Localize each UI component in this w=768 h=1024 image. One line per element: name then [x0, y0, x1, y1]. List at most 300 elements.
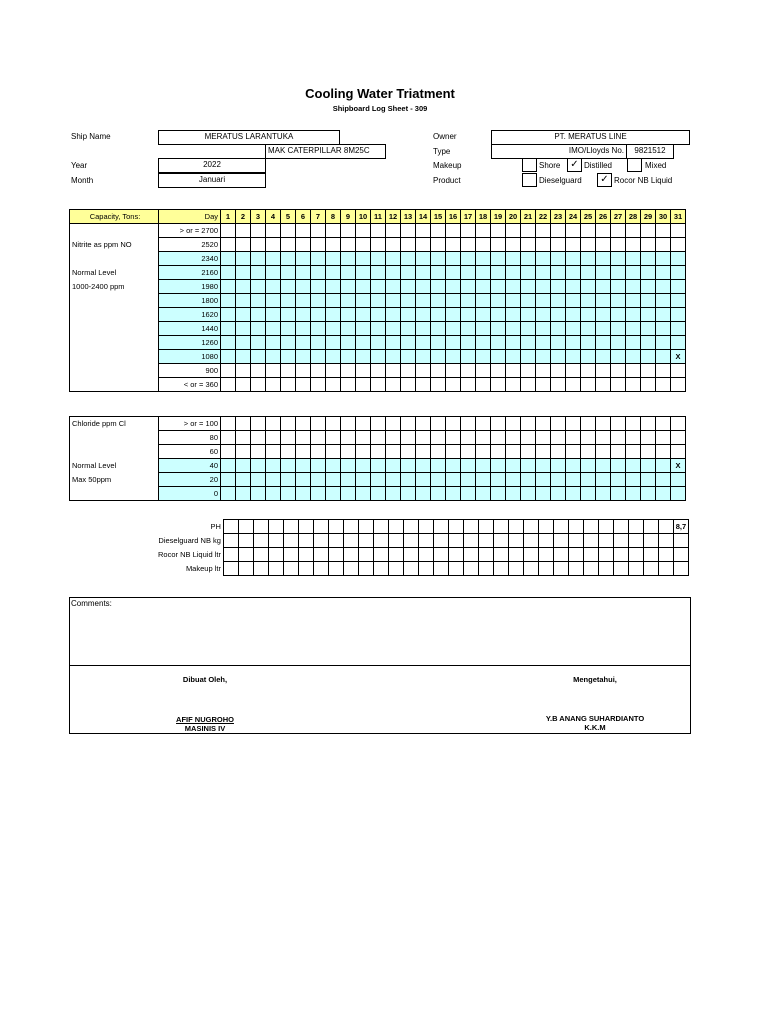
day-cell [401, 459, 416, 473]
day-cell [493, 534, 508, 548]
day-cell [221, 431, 236, 445]
day-cell [236, 224, 251, 238]
day-cell [326, 350, 341, 364]
day-cell [236, 378, 251, 392]
day-cell [446, 445, 461, 459]
day-cell [551, 378, 566, 392]
day-cell [431, 364, 446, 378]
day-cell [611, 224, 626, 238]
day-cell [371, 417, 386, 431]
day-cell [311, 473, 326, 487]
day-cell [311, 266, 326, 280]
day-cell [626, 431, 641, 445]
day-cell [611, 417, 626, 431]
made-by-label: Dibuat Oleh, [182, 675, 228, 684]
day-cell [568, 548, 583, 562]
day-cell [296, 294, 311, 308]
day-cell [251, 350, 266, 364]
day-cell [386, 238, 401, 252]
day-cell [598, 562, 613, 576]
day-cell [461, 252, 476, 266]
day-cell [658, 548, 673, 562]
day-cell [476, 473, 491, 487]
day-cell [596, 308, 611, 322]
day-cell [298, 548, 313, 562]
day-cell [358, 534, 373, 548]
day-cell [448, 534, 463, 548]
day-cell [461, 473, 476, 487]
day-cell [403, 548, 418, 562]
day-cell [236, 487, 251, 501]
document-subtitle: Shipboard Log Sheet - 309 [332, 104, 428, 113]
day-cell [476, 487, 491, 501]
day-cell [281, 487, 296, 501]
day-cell [356, 487, 371, 501]
day-header-23: 23 [551, 210, 566, 224]
day-cell [251, 252, 266, 266]
day-cell [251, 322, 266, 336]
day-cell [386, 473, 401, 487]
day-cell [641, 417, 656, 431]
day-cell [476, 336, 491, 350]
day-cell [461, 445, 476, 459]
chloride-table [69, 416, 686, 501]
day-cell [356, 266, 371, 280]
day-cell [536, 473, 551, 487]
day-cell [551, 266, 566, 280]
day-cell [521, 280, 536, 294]
day-cell [433, 562, 448, 576]
day-cell [461, 238, 476, 252]
day-cell [251, 238, 266, 252]
day-cell [268, 534, 283, 548]
day-cell [446, 294, 461, 308]
day-header-2: 2 [236, 210, 251, 224]
type-label: Type [433, 147, 451, 156]
day-cell [418, 520, 433, 534]
day-cell [341, 224, 356, 238]
day-cell [266, 487, 281, 501]
day-cell [373, 534, 388, 548]
day-cell [536, 308, 551, 322]
day-cell [356, 224, 371, 238]
day-cell [566, 459, 581, 473]
day-cell [628, 534, 643, 548]
day-header-15: 15 [431, 210, 446, 224]
day-cell [386, 266, 401, 280]
day-cell [253, 562, 268, 576]
day-cell [536, 266, 551, 280]
day-cell [596, 252, 611, 266]
day-cell [536, 445, 551, 459]
day-cell [461, 364, 476, 378]
day-cell [581, 459, 596, 473]
day-cell [671, 308, 686, 322]
day-cell [611, 473, 626, 487]
day-cell [221, 364, 236, 378]
day-cell [371, 364, 386, 378]
row-label [70, 294, 159, 308]
day-cell [221, 487, 236, 501]
day-cell [341, 431, 356, 445]
day-cell [656, 266, 671, 280]
day-cell [463, 520, 478, 534]
day-cell [388, 534, 403, 548]
day-cell [403, 520, 418, 534]
day-cell [358, 520, 373, 534]
day-cell [371, 252, 386, 266]
day-cell [356, 417, 371, 431]
day-cell [641, 308, 656, 322]
day-cell [431, 350, 446, 364]
table-row [69, 520, 688, 534]
day-cell [641, 473, 656, 487]
day-cell [371, 238, 386, 252]
day-cell [356, 445, 371, 459]
day-cell [581, 238, 596, 252]
day-cell [553, 548, 568, 562]
day-cell [551, 364, 566, 378]
row-value: PH [158, 520, 223, 534]
day-cell [656, 473, 671, 487]
day-cell [446, 487, 461, 501]
day-header-19: 19 [491, 210, 506, 224]
day-cell [506, 445, 521, 459]
day-cell [581, 266, 596, 280]
day-cell [221, 308, 236, 322]
day-cell [508, 520, 523, 534]
day-cell [521, 431, 536, 445]
day-cell [341, 378, 356, 392]
approved-name: Y.B ANANG SUHARDIANTO [545, 714, 645, 723]
day-cell [491, 224, 506, 238]
day-cell [373, 562, 388, 576]
day-cell [643, 520, 658, 534]
day-cell [416, 336, 431, 350]
day-cell [448, 520, 463, 534]
day-cell [313, 534, 328, 548]
day-cell [311, 364, 326, 378]
day-cell [328, 548, 343, 562]
day-cell [581, 350, 596, 364]
day-cell [566, 336, 581, 350]
day-cell [551, 322, 566, 336]
row-label [69, 562, 158, 576]
row-value: > or = 2700 [159, 224, 221, 238]
day-cell [251, 445, 266, 459]
day-cell [281, 280, 296, 294]
day-cell [341, 280, 356, 294]
day-cell [371, 322, 386, 336]
day-cell [581, 336, 596, 350]
day-cell [508, 562, 523, 576]
day-cell [551, 417, 566, 431]
day-cell [341, 364, 356, 378]
day-cell [508, 534, 523, 548]
day-cell-mark: 8,7 [673, 520, 688, 534]
day-cell [521, 378, 536, 392]
day-cell [341, 322, 356, 336]
dosing-table [69, 519, 689, 576]
day-cell-mark: X [671, 459, 686, 473]
day-header-6: 6 [296, 210, 311, 224]
day-cell [461, 322, 476, 336]
table-row [70, 294, 686, 308]
day-cell [566, 322, 581, 336]
day-cell [626, 224, 641, 238]
ship-name-field: MERATUS LARANTUKA [158, 130, 340, 145]
day-cell [478, 534, 493, 548]
day-cell [551, 487, 566, 501]
row-value: 1800 [159, 294, 221, 308]
day-cell [236, 322, 251, 336]
day-cell [521, 364, 536, 378]
day-cell [281, 266, 296, 280]
day-cell [656, 459, 671, 473]
day-cell [296, 364, 311, 378]
day-cell [281, 238, 296, 252]
day-cell [416, 431, 431, 445]
day-cell [536, 487, 551, 501]
day-cell [476, 294, 491, 308]
engine-field: MAK CATERPILLAR 8M25C [265, 144, 386, 159]
day-cell [656, 308, 671, 322]
day-header-17: 17 [461, 210, 476, 224]
day-cell [401, 336, 416, 350]
day-cell [388, 520, 403, 534]
day-cell [236, 350, 251, 364]
day-cell [536, 224, 551, 238]
day-cell [476, 322, 491, 336]
day-cell [583, 548, 598, 562]
day-cell [478, 548, 493, 562]
day-cell [596, 294, 611, 308]
day-cell [506, 322, 521, 336]
day-cell [656, 350, 671, 364]
comments-label: Comments: [71, 599, 112, 608]
day-cell [416, 308, 431, 322]
day-header-24: 24 [566, 210, 581, 224]
row-value: Makeup ltr [158, 562, 223, 576]
day-cell [596, 350, 611, 364]
day-cell [536, 252, 551, 266]
day-cell [446, 224, 461, 238]
day-header-27: 27 [611, 210, 626, 224]
day-cell [236, 431, 251, 445]
day-cell [371, 350, 386, 364]
day-cell [641, 431, 656, 445]
day-cell [553, 562, 568, 576]
day-cell [536, 350, 551, 364]
day-cell [643, 534, 658, 548]
day-cell [553, 534, 568, 548]
day-cell [551, 336, 566, 350]
day-cell [373, 548, 388, 562]
day-cell [356, 473, 371, 487]
day-cell [596, 417, 611, 431]
day-cell [266, 322, 281, 336]
day-cell [671, 280, 686, 294]
approved-label: Mengetahui, [573, 675, 617, 684]
day-cell [626, 364, 641, 378]
day-cell [446, 336, 461, 350]
day-cell [388, 548, 403, 562]
day-cell [446, 322, 461, 336]
day-cell [221, 473, 236, 487]
table-row [70, 336, 686, 350]
day-cell [641, 294, 656, 308]
day-cell [431, 378, 446, 392]
day-cell [446, 280, 461, 294]
day-cell [566, 473, 581, 487]
row-label [70, 350, 159, 364]
day-cell [313, 520, 328, 534]
day-cell [611, 322, 626, 336]
day-cell [671, 487, 686, 501]
day-cell [596, 378, 611, 392]
mixed-label: Mixed [645, 161, 667, 170]
day-cell [326, 322, 341, 336]
day-cell [238, 562, 253, 576]
day-cell [296, 350, 311, 364]
day-cell [656, 294, 671, 308]
day-cell [523, 534, 538, 548]
day-cell [566, 364, 581, 378]
day-cell [236, 445, 251, 459]
day-cell [611, 308, 626, 322]
day-cell [626, 417, 641, 431]
day-cell [341, 473, 356, 487]
day-cell [491, 308, 506, 322]
day-cell [551, 294, 566, 308]
day-cell [536, 294, 551, 308]
day-cell [613, 548, 628, 562]
day-cell [371, 431, 386, 445]
day-cell [508, 548, 523, 562]
day-cell [251, 473, 266, 487]
day-cell [401, 280, 416, 294]
day-cell [238, 548, 253, 562]
row-label: Normal Level [70, 459, 159, 473]
day-cell [371, 266, 386, 280]
day-cell [221, 322, 236, 336]
day-cell [551, 308, 566, 322]
month-label: Month [71, 176, 94, 185]
day-cell [476, 350, 491, 364]
day-cell [566, 238, 581, 252]
day-cell [326, 431, 341, 445]
day-cell [343, 520, 358, 534]
day-cell [461, 294, 476, 308]
day-cell [416, 487, 431, 501]
day-cell [328, 520, 343, 534]
day-cell [671, 378, 686, 392]
day-cell [326, 252, 341, 266]
day-cell [386, 336, 401, 350]
day-cell [566, 266, 581, 280]
day-cell [326, 459, 341, 473]
day-header-9: 9 [341, 210, 356, 224]
day-cell [551, 280, 566, 294]
day-cell [538, 562, 553, 576]
row-value: 900 [159, 364, 221, 378]
distilled-label: Distilled [584, 161, 613, 170]
day-cell [281, 445, 296, 459]
day-cell [628, 548, 643, 562]
day-cell [223, 548, 238, 562]
day-cell [266, 280, 281, 294]
day-cell [538, 520, 553, 534]
day-cell [583, 534, 598, 548]
day-cell [461, 224, 476, 238]
day-header-11: 11 [371, 210, 386, 224]
day-cell [596, 238, 611, 252]
distilled-checkbox [567, 158, 582, 172]
day-cell [461, 336, 476, 350]
day-cell [403, 534, 418, 548]
day-cell [641, 350, 656, 364]
day-header-12: 12 [386, 210, 401, 224]
day-cell [431, 294, 446, 308]
day-cell [401, 417, 416, 431]
day-cell [296, 280, 311, 294]
day-cell [566, 350, 581, 364]
year-label: Year [71, 161, 88, 170]
day-cell [341, 266, 356, 280]
day-cell [266, 417, 281, 431]
day-cell [581, 224, 596, 238]
row-value: Rocor NB Liquid ltr [158, 548, 223, 562]
day-header-18: 18 [476, 210, 491, 224]
day-cell [658, 520, 673, 534]
owner-field: PT. MERATUS LINE [491, 130, 690, 145]
day-cell [506, 266, 521, 280]
day-cell [281, 364, 296, 378]
day-cell [311, 378, 326, 392]
day-cell [236, 473, 251, 487]
day-cell [296, 378, 311, 392]
row-value: < or = 360 [159, 378, 221, 392]
day-header-4: 4 [266, 210, 281, 224]
day-cell [671, 336, 686, 350]
day-cell [281, 459, 296, 473]
day-cell [281, 336, 296, 350]
day-cell [433, 534, 448, 548]
day-cell [221, 350, 236, 364]
day-cell [281, 431, 296, 445]
day-cell [221, 417, 236, 431]
day-cell [626, 445, 641, 459]
day-cell [671, 364, 686, 378]
day-cell [416, 445, 431, 459]
day-cell [326, 364, 341, 378]
day-cell [598, 534, 613, 548]
day-cell [551, 459, 566, 473]
day-cell [431, 224, 446, 238]
day-cell [446, 350, 461, 364]
day-cell [326, 238, 341, 252]
day-cell [401, 364, 416, 378]
day-header-3: 3 [251, 210, 266, 224]
row-label [70, 487, 159, 501]
day-cell [268, 548, 283, 562]
day-cell [611, 238, 626, 252]
day-cell [611, 350, 626, 364]
day-cell [491, 350, 506, 364]
day-header-22: 22 [536, 210, 551, 224]
table-row [70, 364, 686, 378]
day-cell [656, 417, 671, 431]
